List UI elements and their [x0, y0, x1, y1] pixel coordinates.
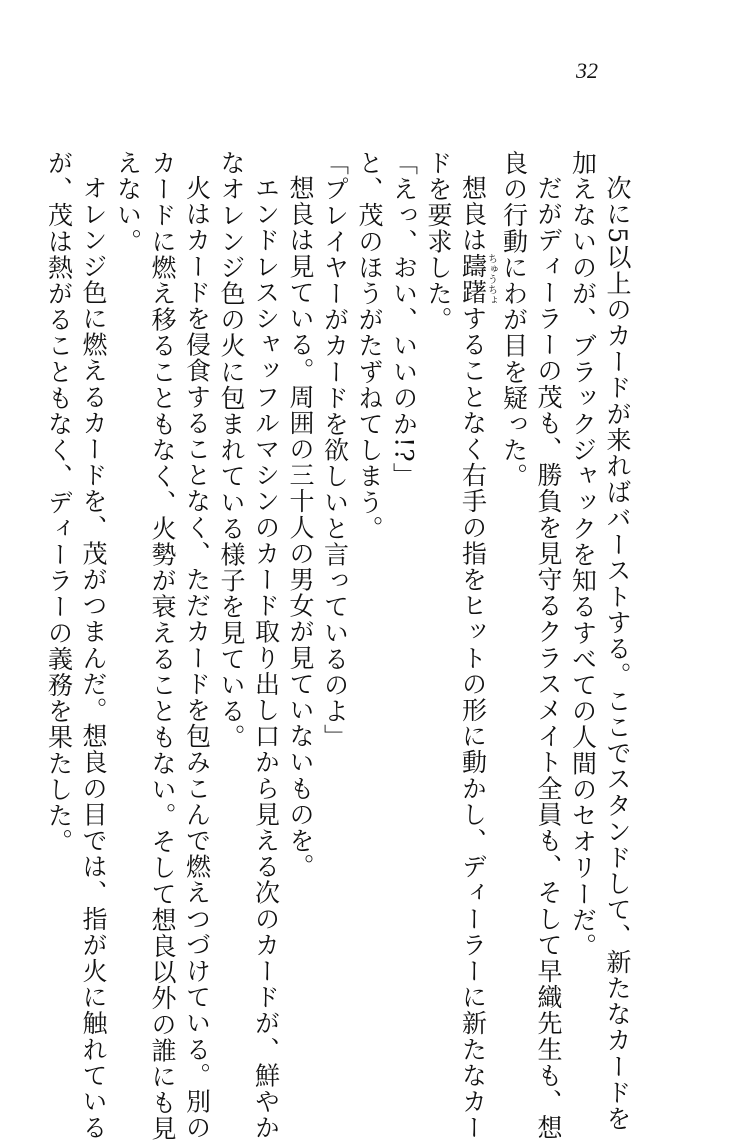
- dialogue-line: 「えっ、おい、いいのか!?」: [389, 150, 419, 489]
- text-line: が、茂は熱がることもなく、ディーラーの義務を果たした。: [44, 150, 74, 855]
- text-fragment: 想良は: [458, 175, 488, 254]
- text-line: オレンジ色に燃えるカードを、茂がつまんだ。想良の目では、指が火に触れている: [79, 175, 108, 1141]
- text-line: 想良は見ている。周囲の三十人の男女が見ていないものを。: [286, 175, 315, 880]
- text-line: ドを要求した。: [424, 150, 453, 333]
- ruby-reading: ちゅうちょ: [485, 253, 497, 306]
- dialogue-line: 「プレイヤーがカードを欲しいと言っているのよ」: [320, 150, 350, 751]
- ruby-word: [458, 253, 497, 306]
- text-line: 加えないのが、ブラックジャックを知るすべての人間のセオリーだ。: [568, 150, 598, 960]
- text-line: えない。: [113, 150, 143, 255]
- text-line: なオレンジ色の火に包まれている様子を見ている。: [217, 150, 246, 751]
- text-line: エンドレスシャッフルマシンのカード取り出し口から見える次のカードが、鮮やか: [251, 175, 281, 1141]
- text-line: だがディーラーの茂も、勝負を見守るクラスメイト全員も、そして早織先生も、想: [534, 175, 563, 1141]
- text-line: カードに燃え移ることもなく、火勢が衰えることもない。そして想良以外の誰にも見: [148, 150, 177, 1142]
- text-line: と、茂のほうがたずねてしまう。: [355, 150, 384, 542]
- page-number: 32: [576, 58, 598, 83]
- text-line: 次に5以上のカードが来ればバーストする。ここでスタンドして、新たなカードを: [603, 175, 632, 1132]
- novel-text: [44, 150, 634, 1142]
- text-line-with-ruby: [455, 150, 497, 1141]
- text-fragment: することなく右手の指をヒットの形に動かし、ディーラーに新たなカー: [458, 305, 488, 1141]
- text-line: 火はカードを侵食することなく、ただカードを包みこんで燃えつづけている。別の: [182, 175, 212, 1141]
- ruby-base: 躊躇: [458, 253, 488, 306]
- text-line: 良の行動にわが目を疑った。: [499, 150, 529, 490]
